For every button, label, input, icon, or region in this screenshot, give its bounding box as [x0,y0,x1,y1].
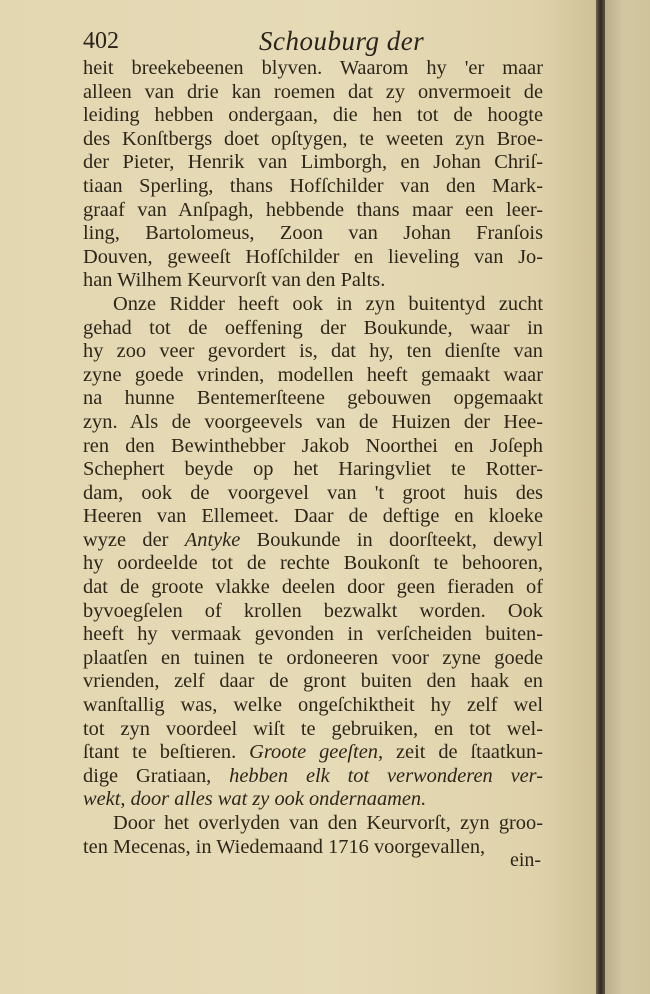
text-line: Onze Ridder heeft ook in zyn buitentyd zucht [113,292,543,315]
text-line: na hunne Bentemerſteene gebouwen opgemaakt [83,387,543,410]
text-line: han Wilhem Keurvorſt van den Palts. [83,269,386,292]
text-line: wanſtallig was, welke ongeſchiktheit hy zelf wel [83,694,543,717]
text-line: heeft hy vermaak gevonden in verſcheiden buiten- [83,623,543,646]
text-line: hy oordeelde tot de rechte Boukonſt te behooren, [83,552,543,575]
text-line: alleen van drie kan roemen dat zy onvermoeit de [83,80,543,103]
text-line: graaf van Anſpagh, hebbende thans maar een leer- [83,198,543,221]
catchword: ein- [510,849,542,871]
text-line: dat de groote vlakke deelen door geen fieraden of [83,576,543,599]
text-line: ten Mecenas, in Wiedemaand 1716 voorgevallen, [83,835,486,858]
text-line: der Pieter, Henrik van Limborgh, en Johan Chriſ- [83,151,543,174]
text-line: Heeren van Ellemeet. Daar de deftige en kloeke [83,505,543,528]
text-line: des Konſtbergs doet opſtygen, te weeten zyn Broe- [83,127,543,150]
text-line: plaatſen en tuinen te ordoneeren voor zyne goede [83,646,543,669]
text-line: Schephert beyde op het Haringvliet te Rotter- [83,458,543,481]
text-line: tiaan Sperling, thans Hofſchilder van den Mark- [83,174,543,197]
page-number: 402 [83,28,119,54]
text-line: ling, Bartolomeus, Zoon van Johan Franſois [83,222,543,245]
body-text [83,57,543,859]
text-line: heit breekebeenen blyven. Waarom hy 'er maar [83,57,543,79]
text-line: gehad tot de oeffening der Boukunde, waar in [83,316,543,339]
text-line: zyne goede vrinden, modellen heeft gemaakt waar [83,363,543,386]
text-line: ſtant te beſtieren. Groote geeſten, zeit de ſtaatkun- [83,741,543,764]
text-line: ren den Bewinthebber Jakob Noorthei en Joſeph [83,434,543,457]
text-line: dam, ook de voorgevel van 't groot huis des [83,481,543,504]
running-title: Schouburg der [259,26,425,56]
book-gutter [596,0,605,994]
text-line: vrienden, zelf daar de gront buiten den haak en [83,670,543,693]
text-line: dige Gratiaan, hebben elk tot verwonderen ver- [83,764,543,787]
facing-page-edge [605,0,650,994]
text-line: leiding hebben ondergaan, die hen tot de hoogte [83,104,543,127]
text-line: tot zyn voordeel wiſt te gebruiken, en tot wel- [83,717,543,740]
text-line: zyn. Als de voorgeevels van de Huizen der Hee- [83,410,543,433]
text-line: wyze der Antyke Boukunde in doorſteekt, dewyl [83,528,543,551]
text-line: Door het overlyden van den Keurvorſt, zyn groo- [113,812,543,834]
page-header [83,22,553,58]
text-line: byvoegſelen of krollen bezwalkt worden. Ook [83,599,543,622]
text-line: Douven, geweeſt Hofſchilder en lieveling van Jo- [83,245,543,268]
text-line: hy zoo veer gevordert is, dat hy, ten dienſte van [83,340,543,363]
text-line: wekt, door alles wat zy ook ondernaamen. [83,788,427,811]
